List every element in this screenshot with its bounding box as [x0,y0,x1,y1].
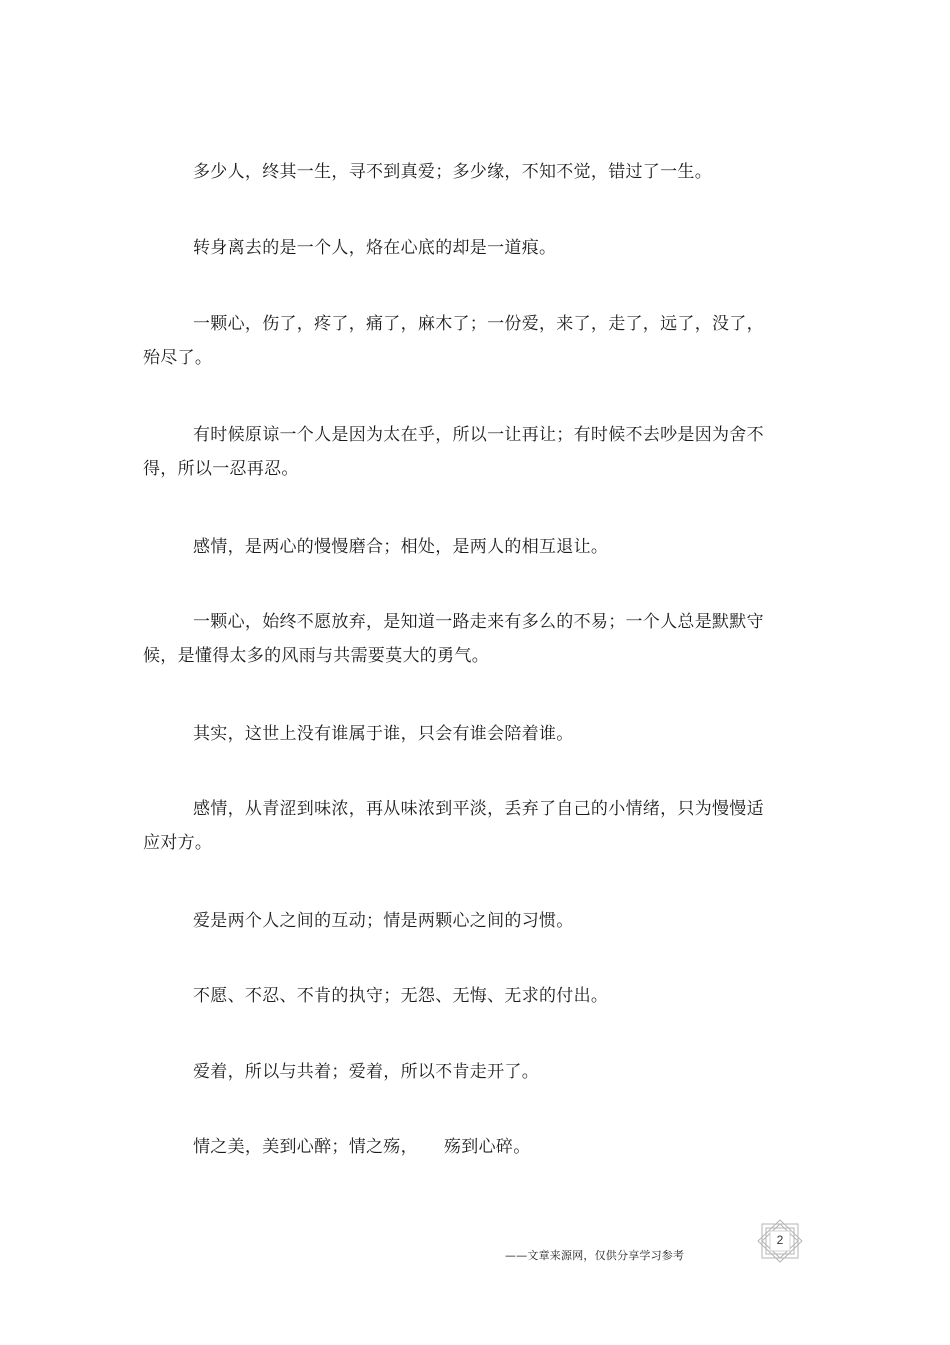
paragraph-4: 有时候原谅一个人是因为太在乎，所以一让再让；有时候不去吵是因为舍不得，所以一忍再忍。 [143,425,764,479]
paragraph-10: 不愿、不忍、不肯的执守；无怨、无悔、无求的付出。 [193,986,609,1006]
paragraph-1: 多少人，终其一生，寻不到真爱；多少缘，不知不觉，错过了一生。 [193,162,712,182]
paragraph-12: 情之美，美到心醉；情之殇， 殇到心碎。 [193,1137,531,1157]
paragraph-3: 一颗心，伤了，疼了，痛了，麻木了；一份爱，来了，走了，远了，没了，殆尽了。 [143,314,764,368]
paragraph-11: 爱着，所以与共着；爱着，所以不肯走开了。 [193,1062,539,1082]
paragraph-6: 一颗心，始终不愿放弃，是知道一路走来有多么的不易；一个人总是默默守候，是懂得太多的风雨与共需要莫大的勇气。 [143,612,764,666]
paragraph-2: 转身离去的是一个人，烙在心底的却是一道痕。 [193,238,557,258]
paragraph-7: 其实，这世上没有谁属于谁，只会有谁会陪着谁。 [193,724,574,744]
page-number-badge [756,1219,804,1263]
paragraph-9: 爱是两个人之间的互动；情是两颗心之间的习惯。 [193,911,574,931]
page-number: 2 [776,1233,784,1247]
paragraph-5: 感情，是两心的慢慢磨合；相处，是两人的相互退让。 [193,537,609,557]
footer-source-note: ——文章来源网，仅供分享学习参考 [505,1249,685,1262]
paragraph-8: 感情，从青涩到味浓，再从味浓到平淡，丢弃了自己的小情绪，只为慢慢适应对方。 [143,799,764,853]
